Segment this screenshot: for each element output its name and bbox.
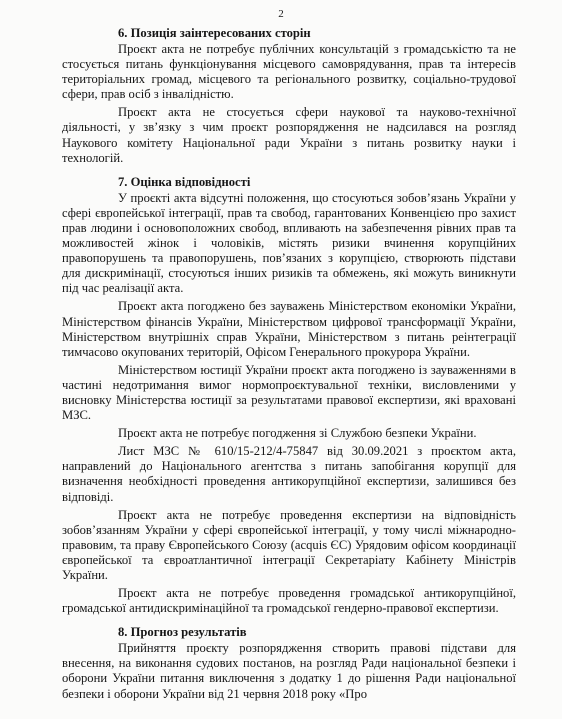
paragraph: Лист МЗС № 610/15-212/4-75847 від 30.09.2021 з проєктом акта, направлений до Національного агентства з питань запобігання корупції для визначення необхідності проведення антикорупційної експертизи, залишився без відповіді. (62, 444, 516, 504)
page-number: 2 (278, 8, 284, 20)
section-heading: 7. Оцінка відповідності (118, 174, 251, 189)
section-7 (62, 175, 516, 617)
paragraph: Проєкт акта не стосується сфери наукової та науково-технічної діяльності, у зв’язку з чим проєкт розпорядження не надсилався на розгляд Наукового комітету Національної ради України з питань розвитку науки і технологій. (62, 105, 516, 165)
paragraph: Проєкт акта не потребує публічних консультацій з громадськістю та не стосується питань функціонування місцевого самоврядування, прав та інтересів територіальних громад, місцевого та регіонального розвитку, соціально-трудової сфери, прав осіб з інвалідністю. (62, 42, 516, 102)
section-6 (62, 26, 516, 166)
paragraph: Міністерством юстиції України проєкт акта погоджено із зауваженнями в частині недотримання вимог нормопроєктувальної техніки, висловленими у висновку Міністерства юстиції за результатами правової експертизи, які враховані МЗС. (62, 362, 516, 423)
section-heading: 6. Позиція заінтересованих сторін (118, 26, 311, 40)
paragraph: Проєкт акта погоджено без зауважень Міністерством економіки України, Міністерством фінансів України, Міністерством цифрової трансформації України, Міністерством внутрішніх справ України, Міністерством з питань реінтеграції тимчасово окупованих територій, Офісом Генерального прокурора України. (62, 299, 516, 359)
paragraph: Проєкт акта не потребує проведення експертизи на відповідність зобов’язанням України у сфері європейської інтеграції, у тому числі міжнародно-правовим, та праву Європейського Союзу (acquis ЄС) Урядовим офісом координації європейської та євроатлантичної інтеграції Секретаріату Кабінету Міністрів України. (62, 507, 516, 582)
section-8 (62, 625, 516, 701)
paragraph: Проєкт акта не потребує погодження зі Службою безпеки України. (118, 426, 477, 441)
section-heading: 8. Прогноз результатів (118, 625, 247, 640)
paragraph: Проєкт акта не потребує проведення громадської антикорупційної, громадської антидискримінаційної та громадської гендерно-правової експертизи. (62, 586, 516, 616)
paragraph: У проєкті акта відсутні положення, що стосуються зобов’язань України у сфері європейської інтеграції, прав та свобод, гарантованих Конвенцією про захист прав людини і основоположних свобод, впливають на забезпечення рівних прав та можливостей жінок і чоловіків, містять ризики вчинення корупційних правопорушень та правопорушень, пов’язаних з корупцією, створюють підстави для дискримінації, стосуються інших ризиків та обмежень, які можуть виникнути під час реалізації акта. (62, 190, 516, 296)
paragraph: Прийняття проєкту розпорядження створить правові підстави для внесення, на виконання судових постанов, на розгляд Ради національної безпеки і оборони України питання виключення з додатку 1 до рішення Ради національної безпеки і оборони України від 21 червня 2018 року «Про (62, 641, 516, 701)
